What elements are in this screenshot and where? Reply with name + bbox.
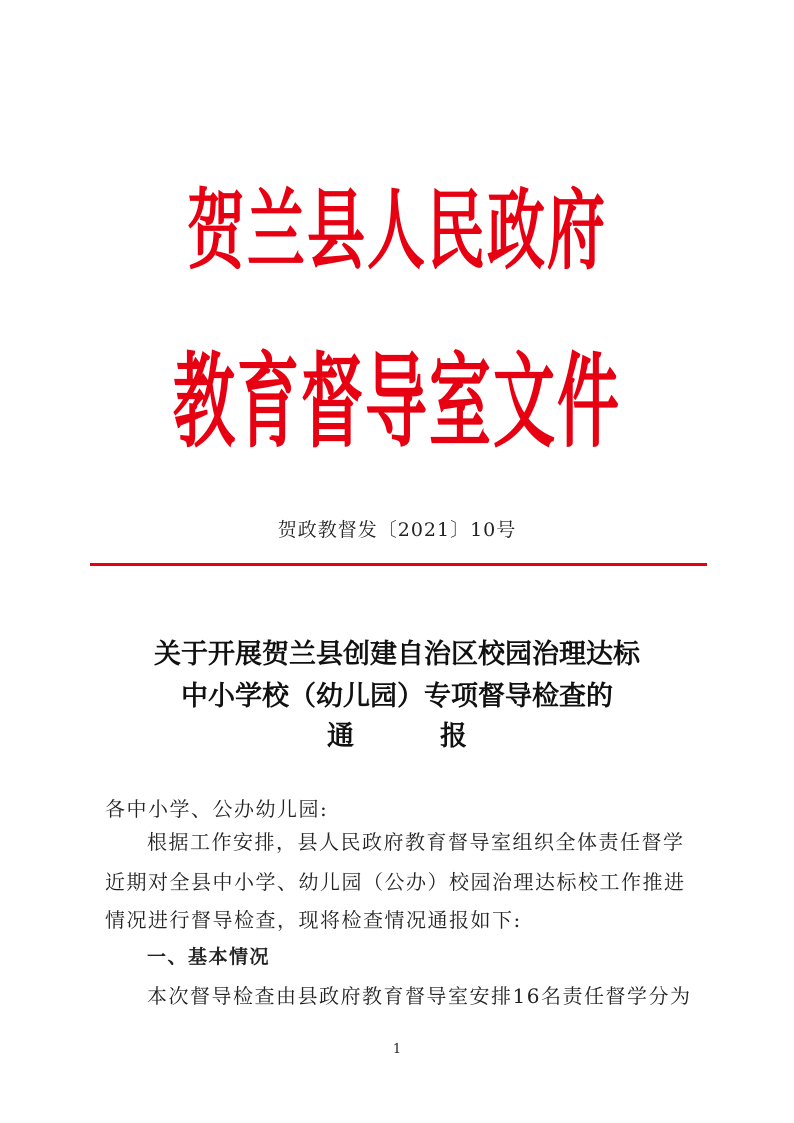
paragraph-1-line-3: 情况进行督导检查，现将检查情况通报如下: [105,908,522,932]
salutation: 各中小学、公办幼儿园: [105,797,329,821]
page-number: 1 [392,1042,402,1057]
issuer-title-line2: 教育督导室文件 [172,341,621,462]
section-heading-1: 一、基本情况 [147,946,271,968]
red-separator-line [90,563,707,566]
document-title-char-tong: 通 [327,721,354,752]
paragraph-1-line-2: 近期对全县中小学、幼儿园（公办）校园治理达标校工作推进 [105,870,686,894]
document-title-line2: 中小学校（幼儿园）专项督导检查的 [181,681,613,712]
document-title-line1: 关于开展贺兰县创建自治区校园治理达标 [154,639,640,670]
document-title-char-bao: 报 [440,721,467,752]
document-number: 贺政教督发〔2021〕10号 [277,519,517,541]
paragraph-2-line-1: 本次督导检查由县政府教育督导室安排16名责任督学分为 [147,984,692,1008]
issuer-title-line1: 贺兰县人民政府 [186,179,607,282]
paragraph-1-line-1: 根据工作安排，县人民政府教育督导室组织全体责任督学 [147,830,685,854]
